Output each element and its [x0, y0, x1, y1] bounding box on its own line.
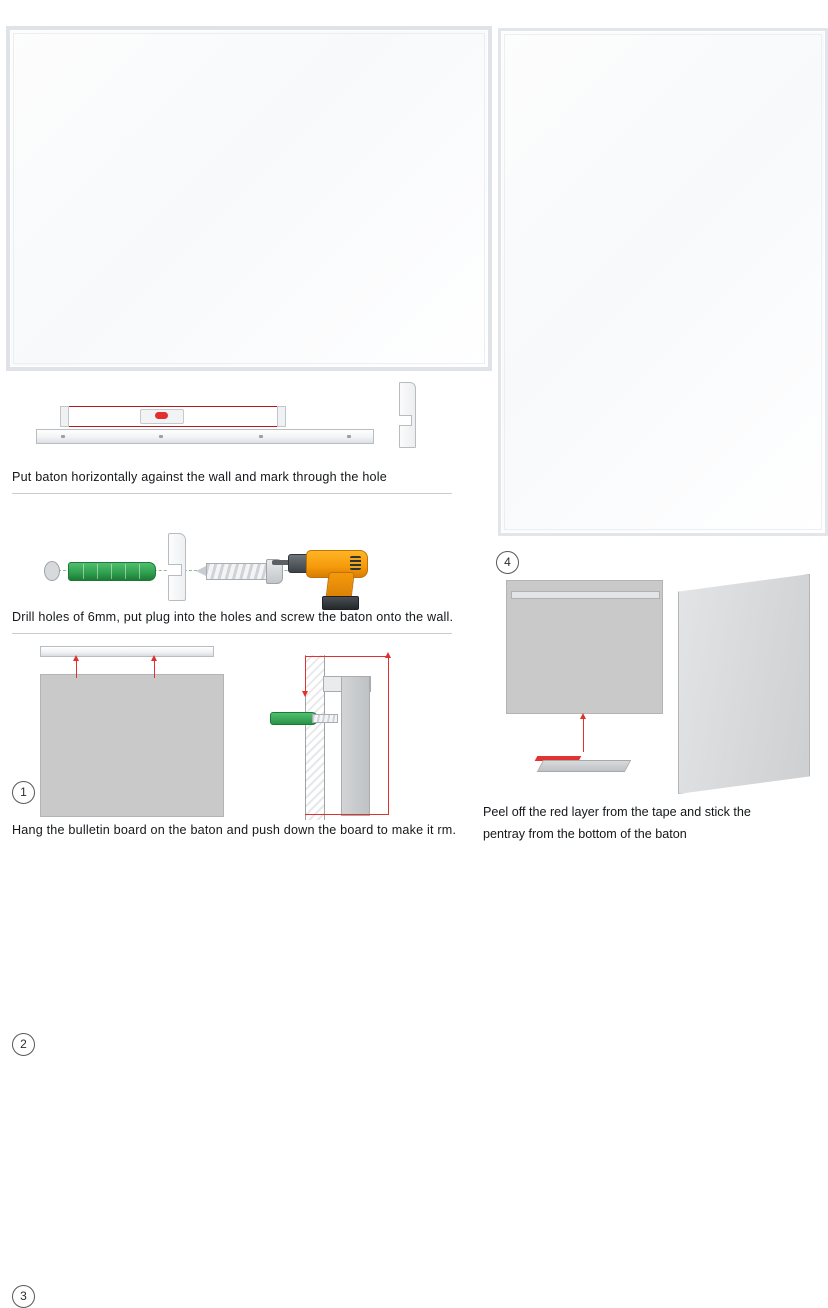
step-3-caption: Hang the bulletin board on the baton and push down the board to make it rm.	[12, 823, 457, 837]
screw-part	[206, 563, 270, 580]
wall-plug-part	[68, 562, 156, 581]
angled-board-illustration	[678, 574, 810, 794]
baton-part	[36, 429, 374, 444]
spirit-level-bubble	[155, 412, 168, 419]
baton-part-step3	[40, 646, 214, 657]
drill-vent	[350, 556, 361, 570]
step-2-number: 2	[12, 1033, 35, 1056]
wall-profile-section-step2	[168, 533, 186, 601]
wall-plug-collar	[44, 561, 60, 581]
step-4-caption-line1: Peel off the red layer from the tape and stick the	[483, 805, 751, 819]
step-2-caption: Drill holes of 6mm, put plug into the holes and screw the baton onto the wall.	[12, 610, 454, 624]
step-1-number: 1	[12, 781, 35, 804]
dimension-bottom-line	[305, 814, 389, 815]
screw-cross-section	[312, 714, 338, 723]
portrait-whiteboard-image	[498, 28, 828, 536]
step-4-number: 4	[496, 551, 519, 574]
push-up-arrow-right	[154, 660, 155, 678]
board-cross-section	[341, 676, 370, 816]
push-up-arrow-left	[76, 660, 77, 678]
baton-top-rail	[511, 591, 660, 599]
drill-battery	[322, 596, 359, 610]
step-2-divider	[12, 633, 452, 634]
bulletin-board-step4	[506, 580, 663, 714]
step-3-number: 3	[12, 1285, 35, 1308]
spirit-level-end-cap-left	[60, 406, 69, 427]
step-1-caption: Put baton horizontally against the wall and mark through the hole	[12, 470, 387, 484]
wall-profile-section-step1	[399, 382, 416, 448]
dimension-top-line	[305, 656, 389, 657]
bulletin-board-step3	[40, 674, 224, 817]
pentray-part	[537, 760, 631, 772]
step-4-caption-line2: pentray from the bottom of the baton	[483, 827, 687, 841]
spirit-level-end-cap-right	[277, 406, 286, 427]
wall-cross-section	[305, 655, 325, 820]
step-1-divider	[12, 493, 452, 494]
landscape-whiteboard-image	[6, 26, 492, 371]
wall-plug-cross-section	[270, 712, 318, 725]
dimension-right-vertical	[388, 658, 389, 814]
pentray-attach-arrow	[583, 718, 584, 752]
dimension-left-vertical	[305, 657, 306, 691]
